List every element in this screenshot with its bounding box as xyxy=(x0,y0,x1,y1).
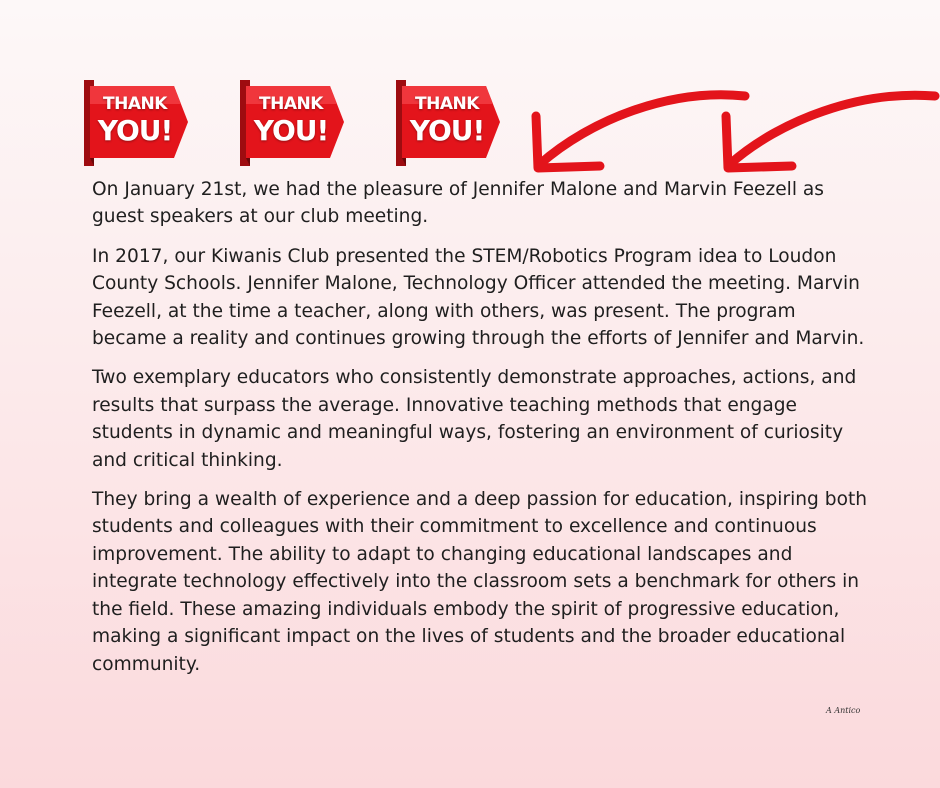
thank-you-badge-2 xyxy=(240,80,346,166)
thank-you-badge-3 xyxy=(396,80,502,166)
arrow-right-icon xyxy=(726,95,935,168)
article-body xyxy=(92,176,872,690)
badge-line-2: YOU! xyxy=(97,114,173,147)
paragraph-intro: On January 21st, we had the pleasure of Jennifer Malone and Marvin Feezell as guest speakers at our club meeting. xyxy=(92,179,824,228)
arrows-graphic xyxy=(520,80,940,180)
paragraph-educators: Two exemplary educators who consistently demonstrate approaches, actions, and results that surpass the average. Innovative teaching methods that engage students in dynamic and meaningful ways, fostering an environment of curiosity and critical thinking. xyxy=(92,367,857,471)
badge-line-2: YOU! xyxy=(253,114,329,147)
paragraph-history: In 2017, our Kiwanis Club presented the STEM/Robotics Program idea to Loudon County Schools. Jennifer Malone, Technology Officer attended the meeting. Marvin Feezell, at the time a teacher, along with others, was present. The program became a reality and continues growing through the efforts of Jennifer and Marvin. xyxy=(92,245,865,350)
badge-line-1: THANK xyxy=(259,94,323,114)
thank-you-badge-1 xyxy=(84,80,190,166)
signature: A Antico xyxy=(826,706,861,715)
badge-line-1: THANK xyxy=(415,94,479,114)
badge-line-1: THANK xyxy=(103,94,167,114)
paragraph-impact: They bring a wealth of experience and a deep passion for education, inspiring both students and colleagues with their commitment to excellence and continuous improvement. The ability to adapt to changing educational landscapes and integrate technology effectively into the classroom sets a benchmark for others in the field. These amazing individuals embody the spirit of progressive education, making a significant impact on the lives of students and the broader educational community. xyxy=(92,489,868,675)
arrow-left-icon xyxy=(536,95,745,168)
badge-line-2: YOU! xyxy=(409,114,485,147)
